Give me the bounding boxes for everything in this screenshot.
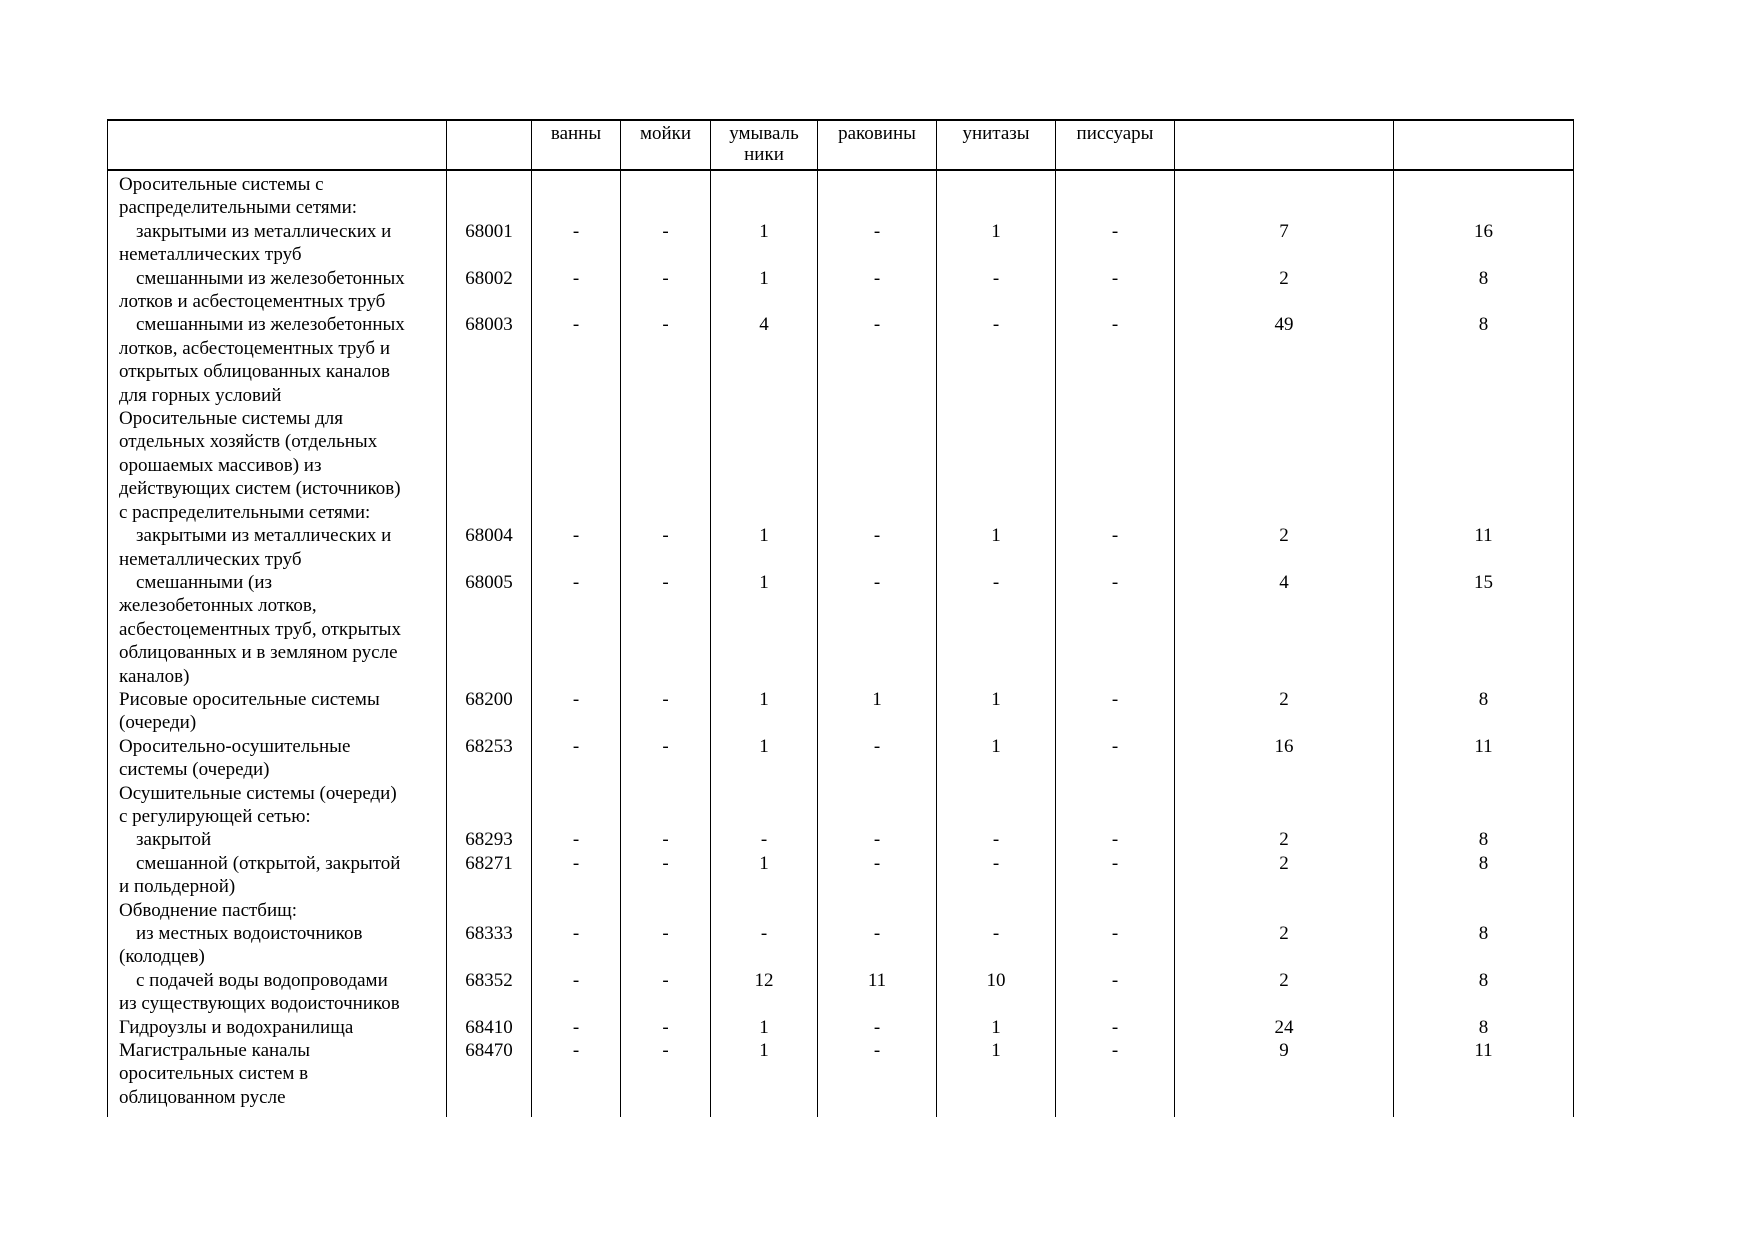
row-name-line: асбестоцементных труб, открытых	[119, 618, 401, 640]
cell-sinks: -	[621, 828, 711, 851]
cell-extra-2: 15	[1394, 571, 1574, 688]
row-name	[108, 828, 447, 851]
row-name	[108, 688, 447, 735]
cell-basins: 11	[818, 969, 937, 1016]
cell-toilets: 1	[937, 735, 1056, 782]
header-baths: ванны	[532, 120, 621, 170]
row-name-line: (колодцев)	[119, 946, 205, 968]
cell-baths: -	[532, 571, 621, 688]
row-name-line: железобетонных лотков,	[119, 595, 317, 617]
fixtures-table	[107, 119, 1574, 1117]
row-name	[108, 407, 447, 524]
row-name-line: открытых облицованных каналов	[119, 361, 390, 383]
cell-toilets: -	[937, 571, 1056, 688]
table-row	[108, 170, 1574, 220]
cell-washbasins: 1	[711, 852, 818, 899]
cell-toilets: 1	[937, 524, 1056, 571]
row-name-line: системы (очереди)	[119, 759, 270, 781]
cell-baths: -	[532, 267, 621, 314]
cell-extra-2: 8	[1394, 1016, 1574, 1039]
cell-extra-2: 8	[1394, 969, 1574, 1016]
spacer-cell	[621, 1109, 711, 1117]
header-sinks: мойки	[621, 120, 711, 170]
table-row	[108, 899, 1574, 922]
cell-toilets: -	[937, 313, 1056, 407]
cell-basins: -	[818, 1039, 937, 1109]
cell-baths: -	[532, 688, 621, 735]
table-row	[108, 922, 1574, 969]
cell-extra-1: 2	[1175, 688, 1394, 735]
cell-extra-1: 24	[1175, 1016, 1394, 1039]
table-row	[108, 735, 1574, 782]
header-toilets: унитазы	[937, 120, 1056, 170]
cell-extra-2: 11	[1394, 735, 1574, 782]
cell-code	[447, 407, 532, 524]
cell-washbasins: 4	[711, 313, 818, 407]
cell-toilets	[937, 782, 1056, 829]
cell-sinks: -	[621, 688, 711, 735]
row-name-line: неметаллических труб	[119, 244, 302, 266]
cell-extra-1: 2	[1175, 828, 1394, 851]
row-name-line: Осушительные системы (очереди)	[119, 782, 397, 804]
row-name-line: Гидроузлы и водохранилища	[119, 1016, 354, 1038]
spacer-cell	[711, 1109, 818, 1117]
cell-code	[447, 782, 532, 829]
header-urinals: писсуары	[1056, 120, 1175, 170]
cell-toilets: -	[937, 852, 1056, 899]
cell-washbasins: 12	[711, 969, 818, 1016]
cell-washbasins: 1	[711, 1016, 818, 1039]
cell-extra-1	[1175, 899, 1394, 922]
row-name	[108, 922, 447, 969]
cell-extra-1	[1175, 170, 1394, 220]
cell-washbasins	[711, 170, 818, 220]
spacer-cell	[532, 1109, 621, 1117]
row-name-line: облицованных и в земляном русле	[119, 642, 398, 664]
cell-urinals: -	[1056, 852, 1175, 899]
table-row	[108, 1016, 1574, 1039]
cell-sinks: -	[621, 220, 711, 267]
cell-sinks: -	[621, 1016, 711, 1039]
table-row	[108, 852, 1574, 899]
row-name	[108, 524, 447, 571]
cell-baths: -	[532, 922, 621, 969]
cell-code: 68333	[447, 922, 532, 969]
cell-baths: -	[532, 852, 621, 899]
row-name	[108, 571, 447, 688]
row-name-line: оросительных систем в	[119, 1063, 309, 1085]
table-body	[108, 170, 1574, 1117]
cell-extra-2: 8	[1394, 922, 1574, 969]
row-name	[108, 220, 447, 267]
row-name-line: смешанными из железобетонных	[136, 267, 405, 289]
cell-basins: -	[818, 852, 937, 899]
cell-baths: -	[532, 220, 621, 267]
cell-baths	[532, 782, 621, 829]
spacer-cell	[1394, 1109, 1574, 1117]
cell-baths	[532, 899, 621, 922]
header-basins: раковины	[818, 120, 937, 170]
cell-extra-2: 11	[1394, 1039, 1574, 1109]
cell-toilets	[937, 407, 1056, 524]
cell-basins: -	[818, 571, 937, 688]
cell-washbasins: 1	[711, 571, 818, 688]
table-bottom-spacer	[108, 1109, 1574, 1117]
cell-code: 68470	[447, 1039, 532, 1109]
cell-sinks: -	[621, 922, 711, 969]
cell-urinals: -	[1056, 1016, 1175, 1039]
row-name	[108, 1016, 447, 1039]
row-name-line: из существующих водоисточников	[119, 993, 400, 1015]
row-name-line: лотков, асбестоцементных труб и	[119, 337, 391, 359]
cell-washbasins	[711, 899, 818, 922]
cell-basins: -	[818, 735, 937, 782]
row-name-line: Оросительные системы для	[119, 408, 343, 430]
row-name-line: и польдерной)	[119, 876, 236, 898]
cell-washbasins: 1	[711, 735, 818, 782]
cell-washbasins: -	[711, 828, 818, 851]
cell-code: 68200	[447, 688, 532, 735]
cell-basins	[818, 170, 937, 220]
row-name	[108, 735, 447, 782]
cell-extra-1	[1175, 407, 1394, 524]
cell-code: 68271	[447, 852, 532, 899]
cell-basins: 1	[818, 688, 937, 735]
table-row	[108, 688, 1574, 735]
cell-sinks: -	[621, 735, 711, 782]
spacer-cell	[1056, 1109, 1175, 1117]
cell-urinals: -	[1056, 1039, 1175, 1109]
row-name-line: для горных условий	[119, 384, 282, 406]
cell-extra-1: 2	[1175, 267, 1394, 314]
row-name-line: смешанными из железобетонных	[136, 314, 405, 336]
cell-extra-1: 2	[1175, 969, 1394, 1016]
cell-extra-1	[1175, 782, 1394, 829]
row-name-line: Магистральные каналы	[119, 1040, 311, 1062]
table-row	[108, 828, 1574, 851]
table-row	[108, 220, 1574, 267]
cell-toilets: 1	[937, 1039, 1056, 1109]
cell-urinals: -	[1056, 828, 1175, 851]
spacer-cell	[447, 1109, 532, 1117]
cell-urinals: -	[1056, 688, 1175, 735]
cell-baths: -	[532, 828, 621, 851]
cell-sinks: -	[621, 313, 711, 407]
cell-urinals: -	[1056, 969, 1175, 1016]
cell-code	[447, 170, 532, 220]
cell-urinals: -	[1056, 571, 1175, 688]
cell-urinals: -	[1056, 313, 1175, 407]
row-name	[108, 852, 447, 899]
table-row	[108, 571, 1574, 688]
cell-sinks	[621, 170, 711, 220]
cell-toilets: -	[937, 828, 1056, 851]
cell-urinals: -	[1056, 267, 1175, 314]
cell-extra-2: 16	[1394, 220, 1574, 267]
row-name-line: с регулирующей сетью:	[119, 805, 311, 827]
table-row	[108, 407, 1574, 524]
cell-extra-2	[1394, 782, 1574, 829]
cell-basins: -	[818, 267, 937, 314]
row-name-line: Оросительно-осушительные	[119, 735, 351, 757]
cell-extra-2: 8	[1394, 688, 1574, 735]
cell-code: 68352	[447, 969, 532, 1016]
cell-washbasins	[711, 782, 818, 829]
cell-extra-2: 8	[1394, 852, 1574, 899]
cell-baths: -	[532, 524, 621, 571]
cell-extra-2	[1394, 407, 1574, 524]
cell-extra-1: 7	[1175, 220, 1394, 267]
cell-washbasins: 1	[711, 1039, 818, 1109]
cell-code	[447, 899, 532, 922]
row-name	[108, 782, 447, 829]
row-name-line: с подачей воды водопроводами	[136, 969, 388, 991]
cell-toilets: 1	[937, 220, 1056, 267]
cell-basins: -	[818, 1016, 937, 1039]
row-name	[108, 899, 447, 922]
cell-sinks: -	[621, 969, 711, 1016]
cell-urinals: -	[1056, 220, 1175, 267]
cell-urinals: -	[1056, 922, 1175, 969]
row-name-line: смешанными (из	[136, 571, 272, 593]
header-row	[108, 120, 1574, 170]
cell-extra-1: 16	[1175, 735, 1394, 782]
cell-extra-1: 4	[1175, 571, 1394, 688]
row-name-line: Оросительные системы с	[119, 174, 324, 195]
cell-extra-1: 9	[1175, 1039, 1394, 1109]
cell-baths	[532, 170, 621, 220]
cell-code: 68293	[447, 828, 532, 851]
header-extra-2	[1394, 120, 1574, 170]
cell-code: 68002	[447, 267, 532, 314]
spacer-cell	[108, 1109, 447, 1117]
row-name	[108, 170, 447, 220]
cell-baths: -	[532, 1039, 621, 1109]
row-name-line: отдельных хозяйств (отдельных	[119, 431, 378, 453]
cell-urinals	[1056, 782, 1175, 829]
row-name-line: из местных водоисточников	[136, 923, 363, 944]
cell-basins: -	[818, 922, 937, 969]
cell-code: 68005	[447, 571, 532, 688]
cell-extra-2: 8	[1394, 313, 1574, 407]
cell-sinks: -	[621, 267, 711, 314]
cell-basins: -	[818, 828, 937, 851]
cell-toilets: -	[937, 922, 1056, 969]
spacer-cell	[818, 1109, 937, 1117]
table-row	[108, 782, 1574, 829]
cell-extra-2: 8	[1394, 828, 1574, 851]
cell-urinals	[1056, 407, 1175, 524]
cell-sinks: -	[621, 852, 711, 899]
cell-code: 68004	[447, 524, 532, 571]
cell-toilets	[937, 899, 1056, 922]
cell-extra-1: 2	[1175, 922, 1394, 969]
header-washbasins	[711, 120, 818, 170]
row-name-line: действующих систем (источников)	[119, 478, 401, 500]
row-name-line: лотков и асбестоцементных труб	[119, 291, 386, 313]
cell-basins	[818, 899, 937, 922]
cell-sinks: -	[621, 571, 711, 688]
cell-urinals	[1056, 899, 1175, 922]
row-name-line: распределительными сетями:	[119, 197, 358, 219]
row-name	[108, 1039, 447, 1109]
cell-toilets: 1	[937, 1016, 1056, 1039]
cell-code: 68253	[447, 735, 532, 782]
cell-basins: -	[818, 313, 937, 407]
header-washbasins-line2: ники	[744, 144, 784, 165]
row-name-line: Рисовые оросительные системы	[119, 688, 380, 710]
cell-extra-2: 11	[1394, 524, 1574, 571]
cell-washbasins: 1	[711, 688, 818, 735]
row-name	[108, 313, 447, 407]
cell-washbasins: 1	[711, 524, 818, 571]
row-name-line: закрытой	[136, 829, 212, 851]
row-name-line: облицованном русле	[119, 1086, 286, 1108]
cell-washbasins	[711, 407, 818, 524]
table-row	[108, 1039, 1574, 1109]
cell-code: 68410	[447, 1016, 532, 1039]
cell-basins	[818, 782, 937, 829]
cell-code: 68003	[447, 313, 532, 407]
table-row	[108, 524, 1574, 571]
row-name-line: с распределительными сетями:	[119, 501, 371, 523]
header-name	[108, 120, 447, 170]
row-name-line: каналов)	[119, 665, 190, 687]
cell-urinals: -	[1056, 524, 1175, 571]
cell-extra-1: 2	[1175, 524, 1394, 571]
cell-toilets	[937, 170, 1056, 220]
cell-baths: -	[532, 969, 621, 1016]
cell-basins	[818, 407, 937, 524]
cell-washbasins: 1	[711, 267, 818, 314]
table-row	[108, 313, 1574, 407]
header-code	[447, 120, 532, 170]
row-name	[108, 969, 447, 1016]
cell-baths	[532, 407, 621, 524]
cell-baths: -	[532, 313, 621, 407]
row-name-line: орошаемых массивов) из	[119, 454, 322, 476]
row-name-line: Обводнение пастбищ:	[119, 899, 298, 921]
row-name-line: закрытыми из металлических и	[136, 220, 392, 242]
cell-extra-1: 2	[1175, 852, 1394, 899]
cell-extra-2: 8	[1394, 267, 1574, 314]
cell-toilets: 10	[937, 969, 1056, 1016]
cell-extra-2	[1394, 170, 1574, 220]
row-name	[108, 267, 447, 314]
cell-baths: -	[532, 1016, 621, 1039]
cell-toilets: 1	[937, 688, 1056, 735]
table-row	[108, 969, 1574, 1016]
row-name-line: неметаллических труб	[119, 548, 302, 570]
spacer-cell	[937, 1109, 1056, 1117]
cell-sinks: -	[621, 524, 711, 571]
cell-washbasins: -	[711, 922, 818, 969]
cell-extra-2	[1394, 899, 1574, 922]
cell-sinks	[621, 782, 711, 829]
cell-urinals: -	[1056, 735, 1175, 782]
cell-sinks	[621, 407, 711, 524]
cell-basins: -	[818, 220, 937, 267]
table-row	[108, 267, 1574, 314]
spacer-cell	[1175, 1109, 1394, 1117]
cell-sinks	[621, 899, 711, 922]
cell-baths: -	[532, 735, 621, 782]
header-washbasins-line1: умываль	[729, 123, 799, 144]
cell-washbasins: 1	[711, 220, 818, 267]
row-name-line: смешанной (открытой, закрытой	[136, 852, 401, 874]
header-extra-1	[1175, 120, 1394, 170]
cell-basins: -	[818, 524, 937, 571]
row-name-line: закрытыми из металлических и	[136, 525, 392, 547]
cell-extra-1: 49	[1175, 313, 1394, 407]
cell-urinals	[1056, 170, 1175, 220]
row-name-line: (очереди)	[119, 712, 197, 734]
cell-code: 68001	[447, 220, 532, 267]
cell-sinks: -	[621, 1039, 711, 1109]
cell-toilets: -	[937, 267, 1056, 314]
